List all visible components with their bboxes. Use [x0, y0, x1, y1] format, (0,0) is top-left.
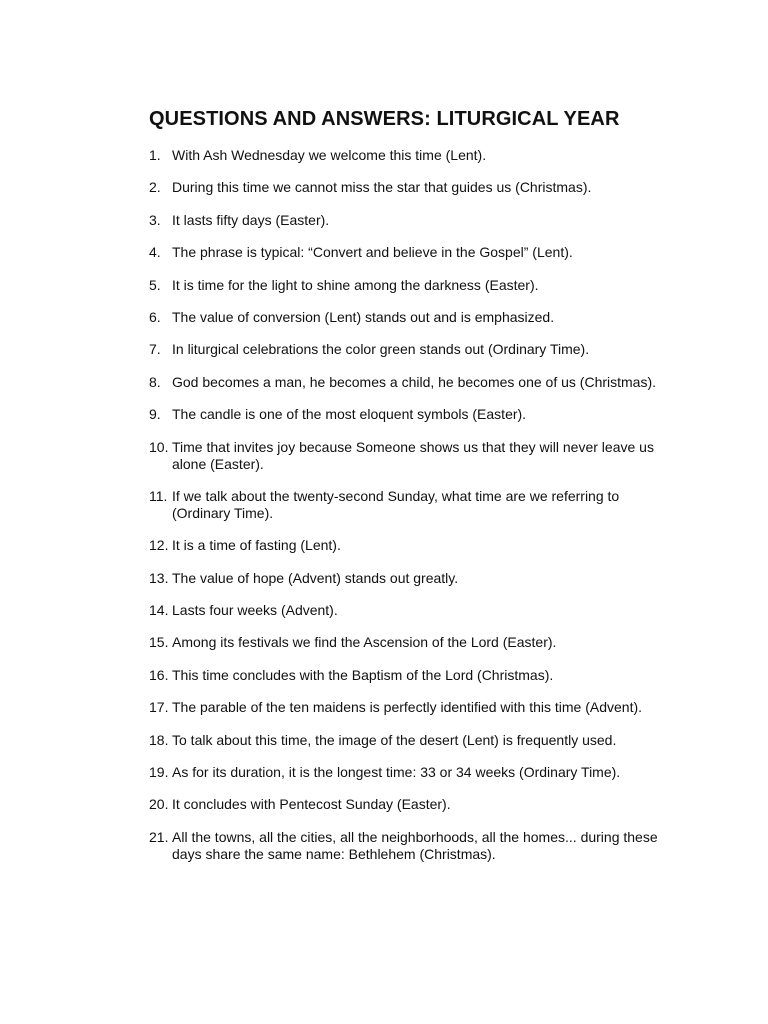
list-item: [149, 244, 669, 261]
item-text: It lasts fifty days (Easter).: [172, 211, 330, 228]
item-text: The value of hope (Advent) stands out greatly.: [172, 569, 459, 586]
item-number: 18.: [149, 731, 169, 748]
item-number: 3.: [149, 211, 161, 228]
item-number: 2.: [149, 179, 161, 196]
item-number: 6.: [149, 308, 161, 325]
question-list: [149, 147, 669, 878]
item-number: 10.: [149, 438, 169, 455]
item-number: 16.: [149, 666, 169, 683]
item-text: The candle is one of the most eloquent symbols (Easter).: [172, 406, 527, 423]
item-text: Time that invites joy because Someone shows us that they will never leave us alone (Easter).: [172, 438, 654, 472]
list-item: [149, 374, 669, 391]
item-text: With Ash Wednesday we welcome this time (Lent).: [172, 147, 487, 163]
item-number: 5.: [149, 276, 161, 293]
list-item: [149, 732, 669, 749]
list-item: [149, 829, 669, 863]
item-number: 9.: [149, 406, 161, 423]
item-number: 17.: [149, 699, 169, 716]
item-number: 11.: [149, 487, 168, 504]
list-item: [149, 406, 669, 423]
page-title: QUESTIONS AND ANSWERS: LITURGICAL YEAR: [149, 108, 620, 130]
item-number: 13.: [149, 569, 169, 586]
item-text: To talk about this time, the image of the desert (Lent) is frequently used.: [172, 731, 617, 748]
list-item: [149, 537, 669, 554]
item-text: Lasts four weeks (Advent).: [172, 602, 338, 619]
item-number: 8.: [149, 373, 161, 390]
list-item: [149, 796, 669, 813]
list-item: [149, 488, 669, 522]
item-text: It is a time of fasting (Lent).: [172, 537, 341, 554]
item-text: In liturgical celebrations the color green stands out (Ordinary Time).: [172, 341, 590, 358]
item-number: 20.: [149, 796, 169, 813]
item-text: As for its duration, it is the longest time: 33 or 34 weeks (Ordinary Time).: [172, 764, 621, 781]
item-text: Among its festivals we find the Ascension of the Lord (Easter).: [172, 634, 557, 651]
list-item: [149, 570, 669, 587]
list-item: [149, 147, 669, 164]
list-item: [149, 309, 669, 326]
item-number: 15.: [149, 634, 169, 651]
item-text: It concludes with Pentecost Sunday (Easter).: [172, 796, 451, 813]
item-number: 12.: [149, 537, 169, 554]
item-text: The phrase is typical: “Convert and believe in the Gospel” (Lent).: [172, 244, 573, 261]
list-item: [149, 699, 669, 716]
item-text: God becomes a man, he becomes a child, he becomes one of us (Christmas).: [172, 373, 657, 390]
list-item: [149, 439, 669, 473]
item-number: 19.: [149, 764, 169, 781]
item-number: 1.: [149, 147, 161, 163]
list-item: [149, 667, 669, 684]
item-text: It is time for the light to shine among the darkness (Easter).: [172, 276, 539, 293]
item-text: During this time we cannot miss the star that guides us (Christmas).: [172, 179, 592, 196]
list-item: [149, 277, 669, 294]
item-number: 4.: [149, 244, 161, 261]
item-number: 14.: [149, 602, 169, 619]
list-item: [149, 341, 669, 358]
item-number: 21.: [149, 828, 169, 845]
item-text: If we talk about the twenty-second Sunday, what time are we referring to (Ordinary Time).: [172, 487, 620, 521]
list-item: [149, 634, 669, 651]
item-text: The parable of the ten maidens is perfectly identified with this time (Advent).: [172, 699, 643, 716]
list-item: [149, 212, 669, 229]
list-item: [149, 179, 669, 196]
list-item: [149, 602, 669, 619]
item-text: All the towns, all the cities, all the neighborhoods, all the homes... during these days share the same name: Bethlehem (Christmas).: [172, 828, 658, 862]
item-text: The value of conversion (Lent) stands out and is emphasized.: [172, 308, 555, 325]
item-text: This time concludes with the Baptism of the Lord (Christmas).: [172, 666, 554, 683]
list-item: [149, 764, 669, 781]
item-number: 7.: [149, 341, 161, 358]
